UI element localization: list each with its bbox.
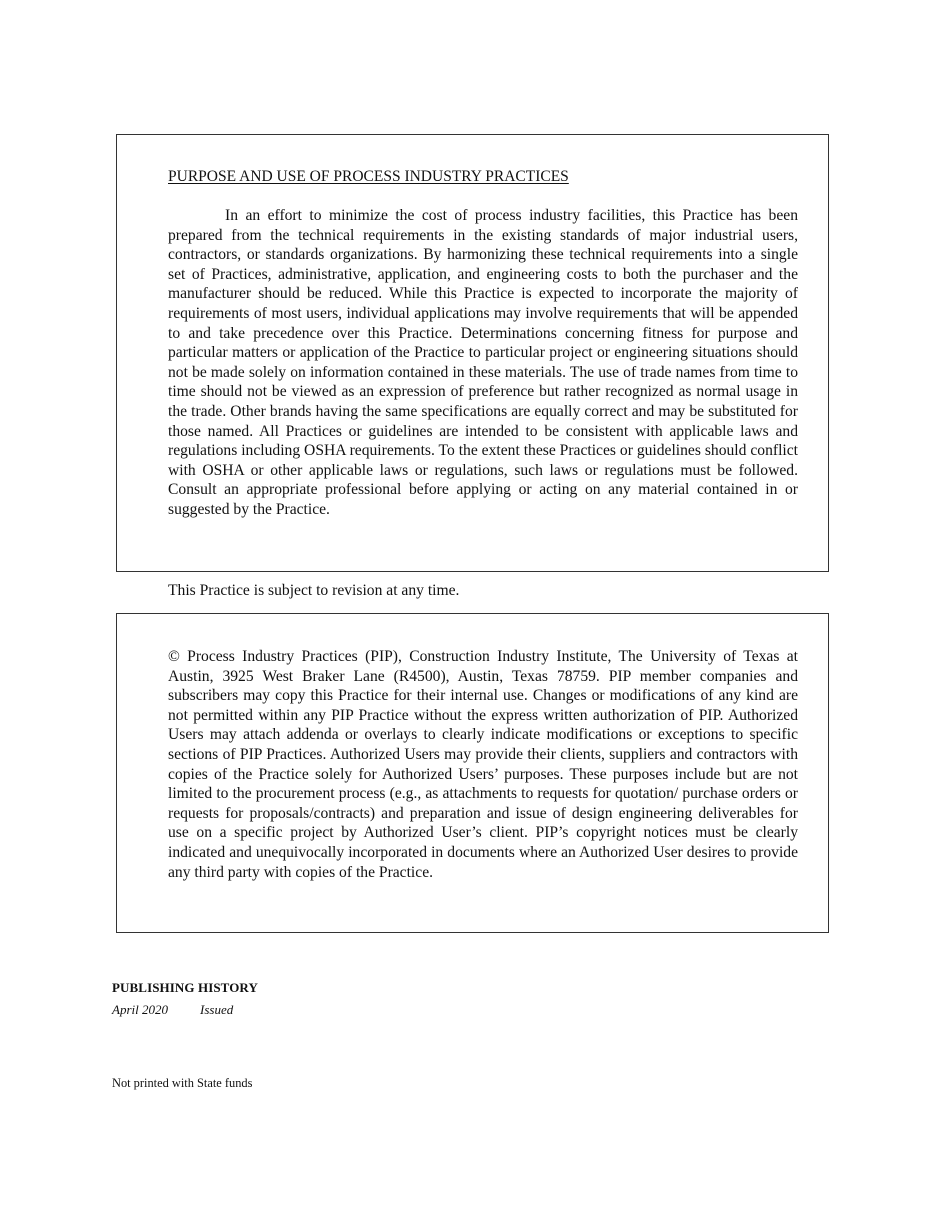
purpose-section-box	[116, 134, 829, 572]
copyright-body-text: © Process Industry Practices (PIP), Construction Industry Institute, The University of Texas at Austin, 3925 West Braker Lane (R4500), Austin, Texas 78759. PIP member companies and subscribers may copy this Practice for their internal use. Changes or modifications of any kind are not permitted within any PIP Practice without the express written authorization of PIP. Authorized Users may attach addenda or overlays to clearly indicate modifications or exceptions to specific sections of PIP Practices. Authorized Users may provide their clients, suppliers and contractors with copies of the Practice solely for Authorized Users’ purposes. These purposes include but are not limited to the procurement process (e.g., as attachments to requests for quotation/ purchase orders or requests for proposals/contracts) and preparation and issue of design engineering deliverables for use on a specific project by Authorized User’s client. PIP’s copyright notices must be clearly indicated and unequivocally incorporated in documents where an Authorized User desires to provide any third party with copies of the Practice.	[168, 648, 798, 881]
purpose-body-text: In an effort to minimize the cost of process industry facilities, this Practice has been prepared from the technical requirements in the existing standards of major industrial users, contractors, or standards organizations. By harmonizing these technical requirements into a single set of Practices, administrative, application, and engineering costs to both the purchaser and the manufacturer should be reduced. While this Practice is expected to incorporate the majority of requirements of most users, individual applications may involve requirements that will be appended to and take precedence over this Practice. Determinations concerning fitness for purpose and particular matters or application of the Practice to particular project or engineering situations should not be made solely on information contained in these materials. The use of trade names from time to time should not be viewed as an expression of preference but rather recognized as normal usage in the trade. Other brands having the same specifications are equally correct and may be substituted for those named. All Practices or guidelines are intended to be consistent with applicable laws and regulations including OSHA requirements. To the extent these Practices or guidelines should conflict with OSHA or other applicable laws or regulations, such laws or regulations must be followed. Consult an appropriate professional before applying or acting on any material contained in or suggested by the Practice.	[168, 207, 798, 518]
footer-note: Not printed with State funds	[112, 1076, 253, 1090]
history-status: Issued	[200, 1002, 234, 1017]
revision-note: This Practice is subject to revision at any time.	[168, 582, 460, 599]
publishing-history-heading: PUBLISHING HISTORY	[112, 980, 258, 995]
history-date: April 2020	[112, 1002, 168, 1017]
publishing-history-entry	[112, 1002, 233, 1018]
purpose-heading: PURPOSE AND USE OF PROCESS INDUSTRY PRACTICES	[168, 168, 569, 185]
copyright-section-box	[116, 613, 829, 933]
